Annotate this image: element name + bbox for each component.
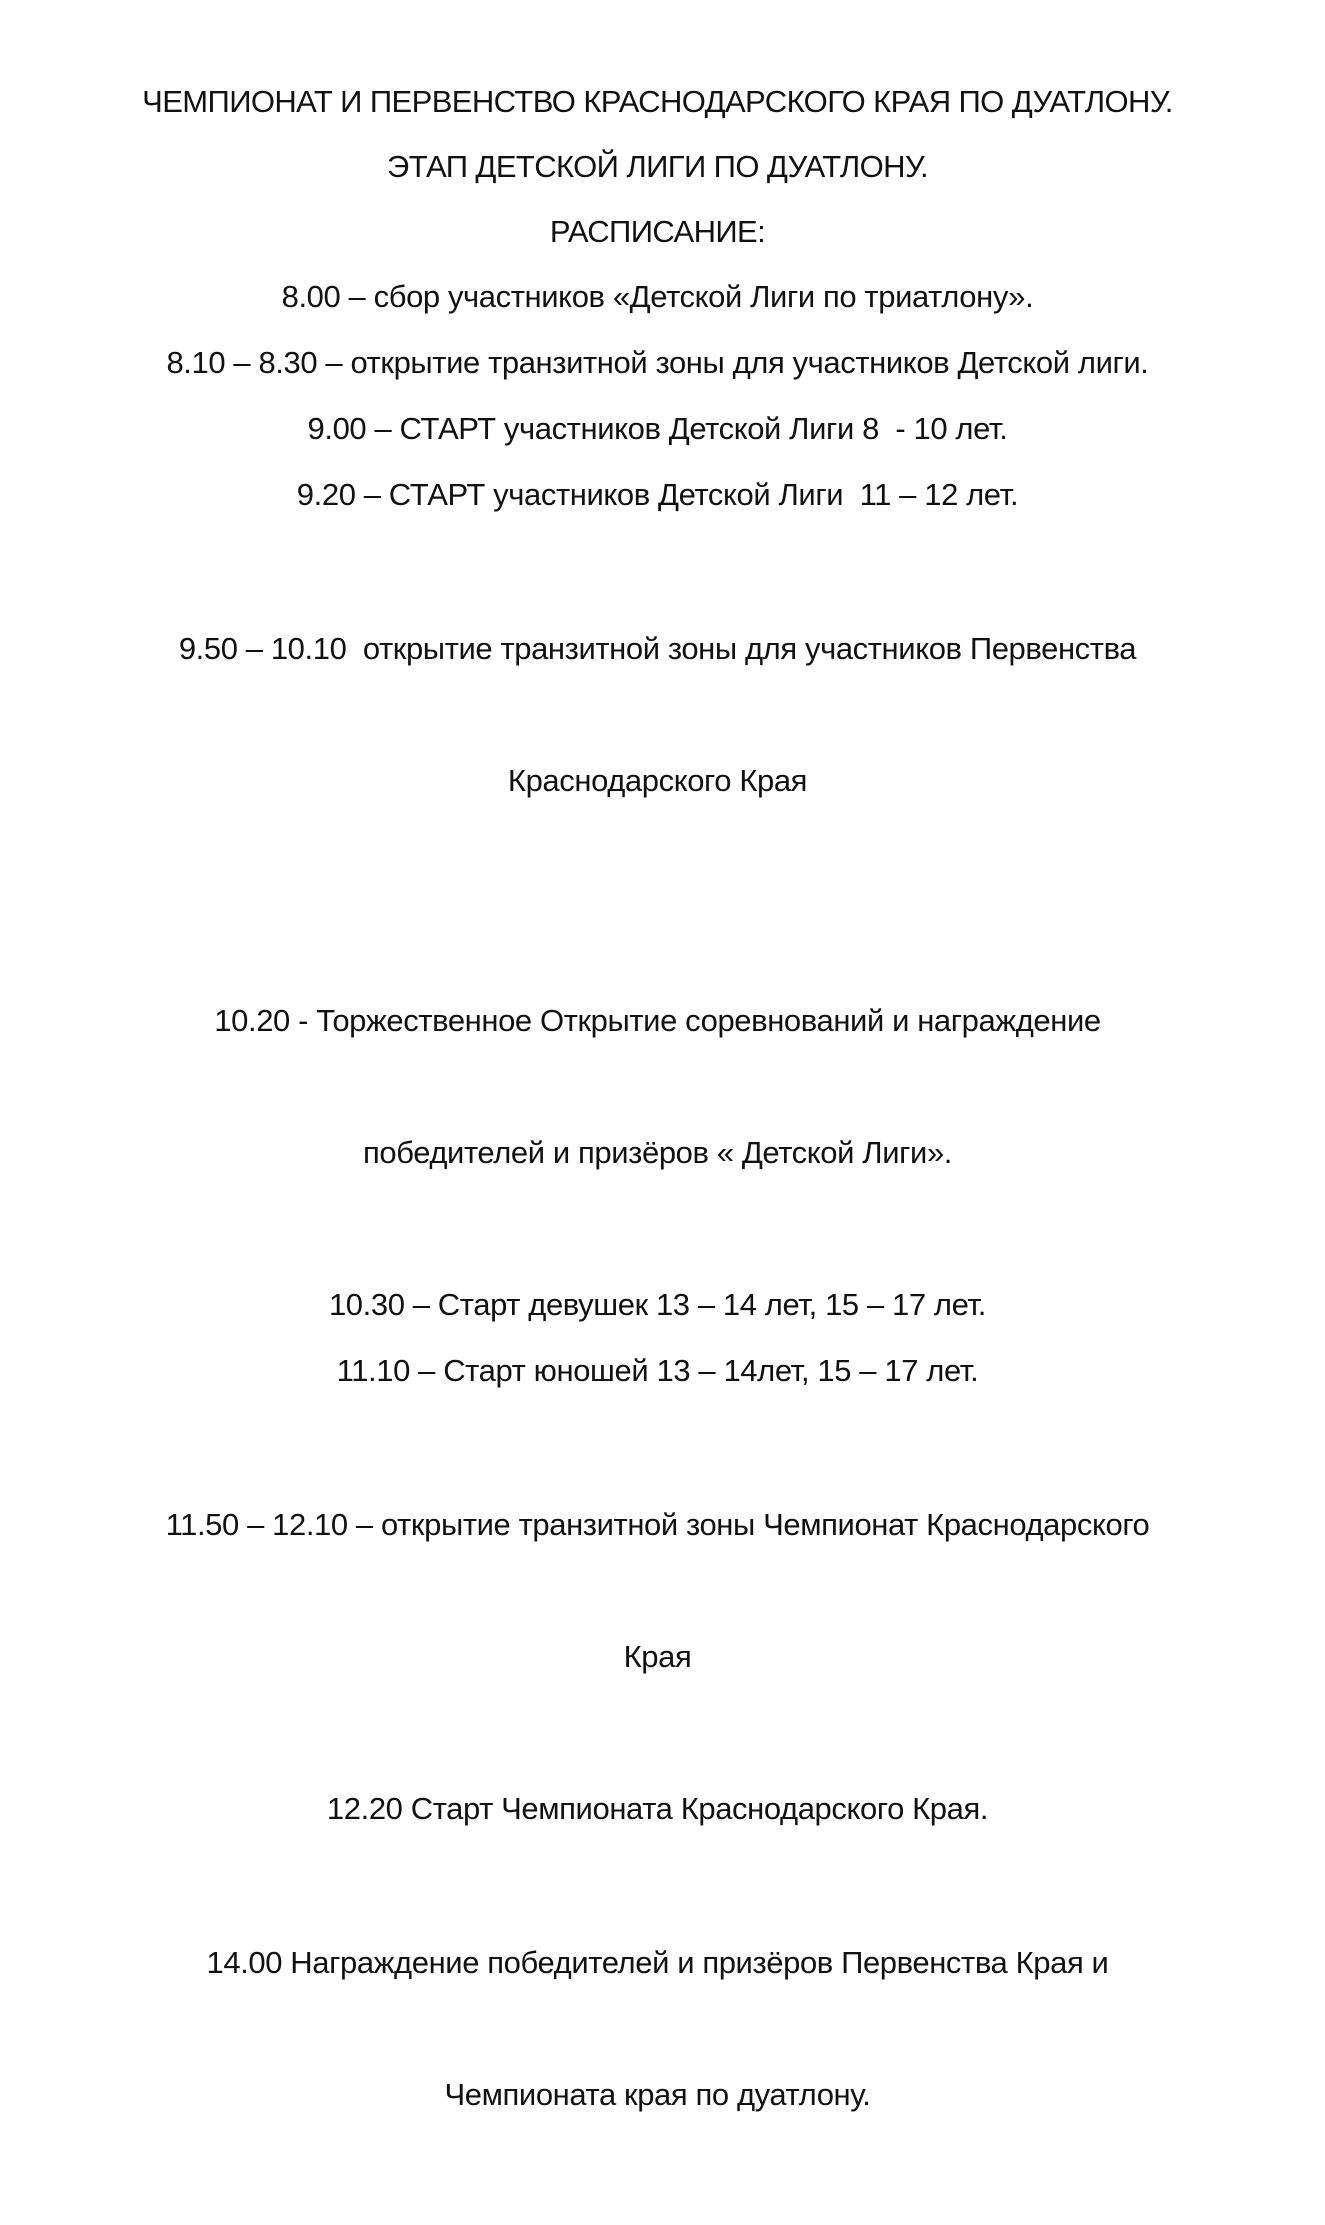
schedule-item-0900: 9.00 – СТАРТ участников Детской Лиги 8 - 10 лет. (307, 411, 1008, 446)
schedule-item-1400-line-2: Чемпионата края по дуатлону. (444, 2077, 871, 2112)
schedule-item-1020-line-2: победителей и призёров « Детской Лиги». (362, 1135, 953, 1170)
schedule-item-0950-line-1: 9.50 – 10.10 открытие транзитной зоны для участников Первенства (178, 631, 1137, 666)
schedule-item-1220: 12.20 Старт Чемпионата Краснодарского Края. (326, 1791, 989, 1826)
schedule-item-1030: 10.30 – Старт девушек 13 – 14 лет, 15 – 17 лет. (328, 1287, 987, 1322)
schedule-item-1400 (40, 1853, 1275, 2205)
document-title-line-2: ЭТАП ДЕТСКОЙ ЛИГИ ПО ДУАТЛОНУ. (387, 149, 928, 184)
schedule-item-1020-line-1: 10.20 - Торжественное Открытие соревнований и награждение (214, 1003, 1101, 1038)
schedule-item-1400-line-1: 14.00 Награждение победителей и призёров Первенства Края и (206, 1945, 1109, 1980)
schedule-item-0800: 8.00 – сбор участников «Детской Лиги по триатлону». (281, 279, 1034, 314)
document-title-line-1: ЧЕМПИОНАТ И ПЕРВЕНСТВО КРАСНОДАРСКОГО КРАЯ ПО ДУАТЛОНУ. (142, 84, 1173, 119)
schedule-heading: РАСПИСАНИЕ: (549, 214, 766, 249)
schedule-item-1150 (40, 1415, 1275, 1767)
schedule-item-0810: 8.10 – 8.30 – открытие транзитной зоны для участников Детской лиги. (166, 345, 1149, 380)
schedule-item-1110: 11.10 – Старт юношей 13 – 14лет, 15 – 17 лет. (336, 1353, 979, 1388)
schedule-item-0950-line-2: Краснодарского Края (507, 763, 808, 798)
schedule-item-0950 (40, 539, 1275, 891)
schedule-item-1150-line-1: 11.50 – 12.10 – открытие транзитной зоны Чемпионат Краснодарского (165, 1507, 1150, 1542)
schedule-item-1150-line-2: Края (623, 1639, 692, 1674)
schedule-item-0920: 9.20 – СТАРТ участников Детской Лиги 11 – 12 лет. (296, 477, 1019, 512)
schedule-item-1020 (40, 911, 1275, 1263)
schedule-document (40, 80, 1275, 2225)
